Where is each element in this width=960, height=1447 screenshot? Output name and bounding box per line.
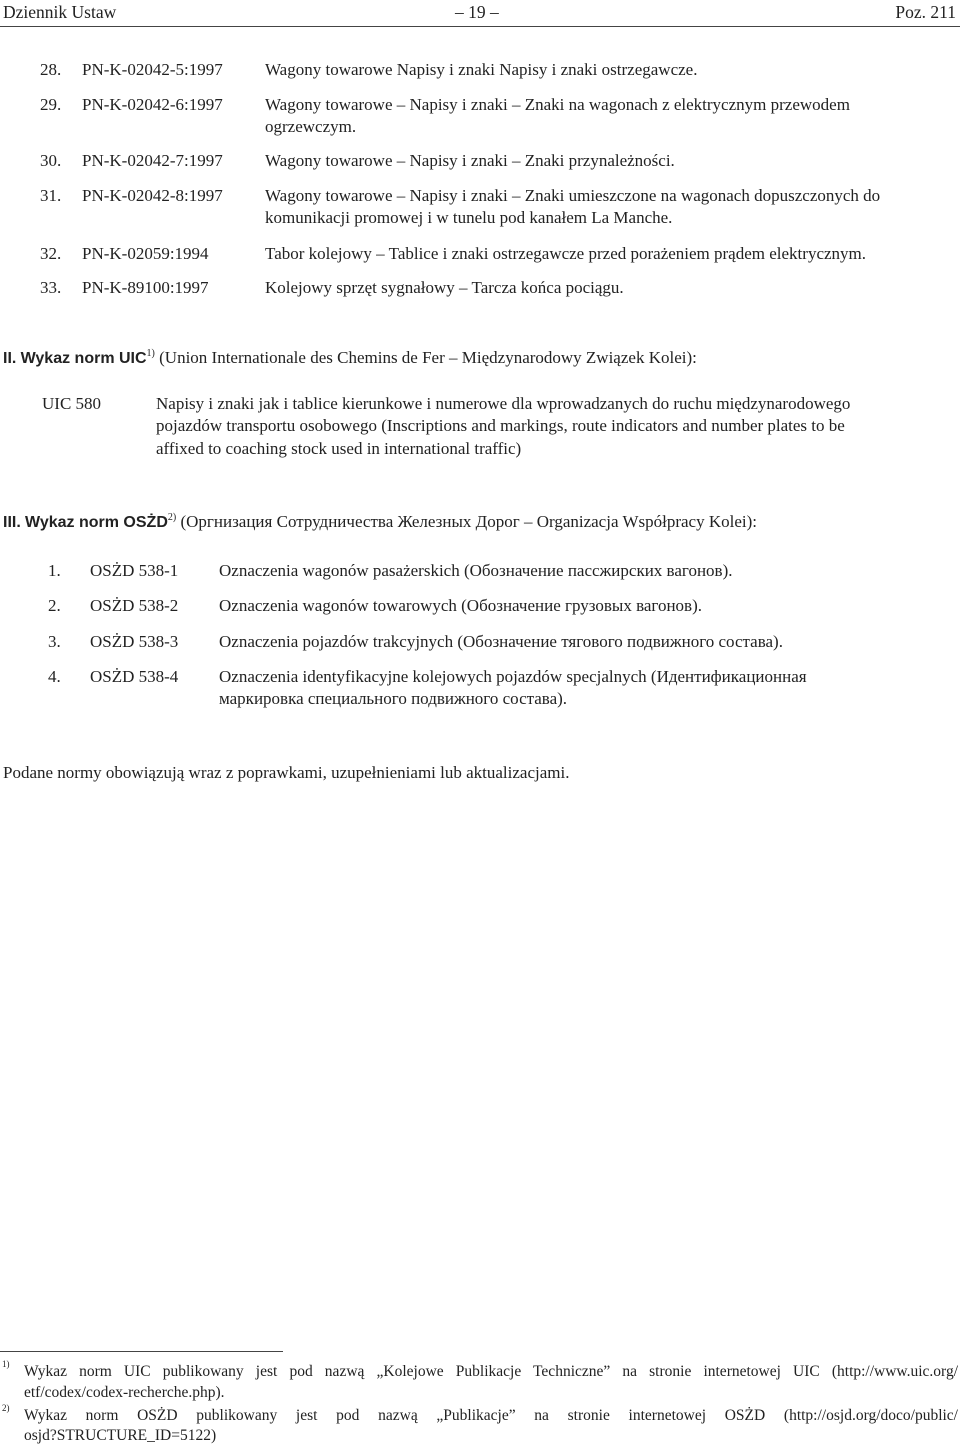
osjd-item-code: OSŻD 538-1 <box>90 561 179 580</box>
osjd-item-number: 4. <box>48 667 61 686</box>
section-roman: III. <box>3 514 21 531</box>
osjd-item-number: 3. <box>48 632 61 651</box>
section-title: Wykaz norm OSŻD <box>25 514 168 531</box>
uic-item-code: UIC 580 <box>42 394 102 413</box>
pn-item-title: Wagony towarowe Napisy i znaki Napisy i znaki ostrzegawcze. <box>265 60 698 79</box>
footnote-text-cont: etf/codex/codex-recherche.php). <box>24 1384 225 1401</box>
pn-item-code: PN-K-02042-8:1997 <box>82 186 223 205</box>
osjd-item-title: Oznaczenia wagonów pasażerskich (Обозначение пассжирских вагонов). <box>219 561 733 580</box>
pn-item-title-cont: ogrzewczym. <box>265 117 357 136</box>
uic-item-title-cont: pojazdów transportu osobowego (Inscriptions and markings, route indicators and number plates to be <box>156 416 845 435</box>
footnote-text: Wykaz norm UIC publikowany jest pod nazwą „Kolejowe Publikacje Techniczne” na stronie internetowej UIC (http://www.uic.org/ <box>24 1363 958 1380</box>
pn-item-number: 33. <box>40 278 62 297</box>
osjd-item-number: 1. <box>48 561 61 580</box>
osjd-item-title-cont: маркировка специального подвижного состава). <box>219 689 568 708</box>
osjd-item-number: 2. <box>48 596 61 615</box>
pn-item-code: PN-K-02042-5:1997 <box>82 60 223 79</box>
pn-item-title-cont: komunikacji promowej i w tunelu pod kanałem La Manche. <box>265 208 673 227</box>
footnote-mark: 1) <box>2 1359 10 1369</box>
pn-item-title: Wagony towarowe – Napisy i znaki – Znaki przynależności. <box>265 151 675 170</box>
pn-item-number: 32. <box>40 244 62 263</box>
osjd-item-code: OSŻD 538-3 <box>90 632 179 651</box>
pn-item-code: PN-K-02042-7:1997 <box>82 151 223 170</box>
section-title: Wykaz norm UIC <box>20 350 147 367</box>
position-number: Poz. 211 <box>895 2 956 22</box>
uic-item-title: Napisy i znaki jak i tablice kierunkowe i numerowe dla wprowadzanych do ruchu międzynarodowego <box>156 394 851 413</box>
pn-item-code: PN-K-89100:1997 <box>82 278 209 297</box>
pn-item-number: 31. <box>40 186 62 205</box>
pn-item-number: 28. <box>40 60 62 79</box>
section-uic-heading <box>3 347 697 370</box>
osjd-item-title: Oznaczenia identyfikacyjne kolejowych pojazdów specjalnych (Идентификационная <box>219 667 807 686</box>
footnote-ref: 1) <box>146 348 155 359</box>
footnote-ref: 2) <box>167 512 177 523</box>
section-osjd-heading <box>3 511 757 534</box>
section-roman: II. <box>3 350 17 367</box>
footnote-divider <box>0 1351 283 1352</box>
page-number: – 19 – <box>455 2 499 22</box>
osjd-item-title: Oznaczenia pojazdów trakcyjnych (Обозначение тягового подвижного состава). <box>219 632 783 651</box>
footnote-text-cont: osjd?STRUCTURE_ID=5122) <box>24 1427 217 1444</box>
footnote-mark: 2) <box>2 1403 10 1413</box>
osjd-item-code: OSŻD 538-2 <box>90 596 179 615</box>
osjd-item-title: Oznaczenia wagonów towarowych (Обозначение грузовых вагонов). <box>219 596 702 615</box>
closing-note: Podane normy obowiązują wraz z poprawkami, uzupełnieniami lub aktualizacjami. <box>3 763 570 782</box>
pn-item-title: Tabor kolejowy – Tablice i znaki ostrzegawcze przed porażeniem prądem elektrycznym. <box>265 244 867 263</box>
osjd-item-code: OSŻD 538-4 <box>90 667 179 686</box>
pn-item-title: Wagony towarowe – Napisy i znaki – Znaki umieszczone na wagonach dopuszczonych do <box>265 186 881 205</box>
pn-item-title: Wagony towarowe – Napisy i znaki – Znaki na wagonach z elektrycznym przewodem <box>265 95 850 114</box>
pn-item-number: 30. <box>40 151 62 170</box>
uic-item-title-cont: affixed to coaching stock used in international traffic) <box>156 439 522 458</box>
pn-item-code: PN-K-02042-6:1997 <box>82 95 223 114</box>
pn-item-title: Kolejowy sprzęt sygnałowy – Tarcza końca pociągu. <box>265 278 624 297</box>
section-subtitle: (Оргнизация Сотрудничества Железных Дорог – Organizacja Współpracy Kolei): <box>180 512 757 531</box>
pn-item-code: PN-K-02059:1994 <box>82 244 209 263</box>
footnote-text: Wykaz norm OSŻD publikowany jest pod nazwą „Publikacje” na stronie internetowej OSŻD (http://osjd.org/doco/public/ <box>24 1407 958 1424</box>
pn-item-number: 29. <box>40 95 62 114</box>
journal-title: Dziennik Ustaw <box>3 2 117 22</box>
section-subtitle: (Union Internationale des Chemins de Fer – Międzynarodowy Związek Kolei): <box>159 348 697 367</box>
page-header <box>0 0 960 27</box>
